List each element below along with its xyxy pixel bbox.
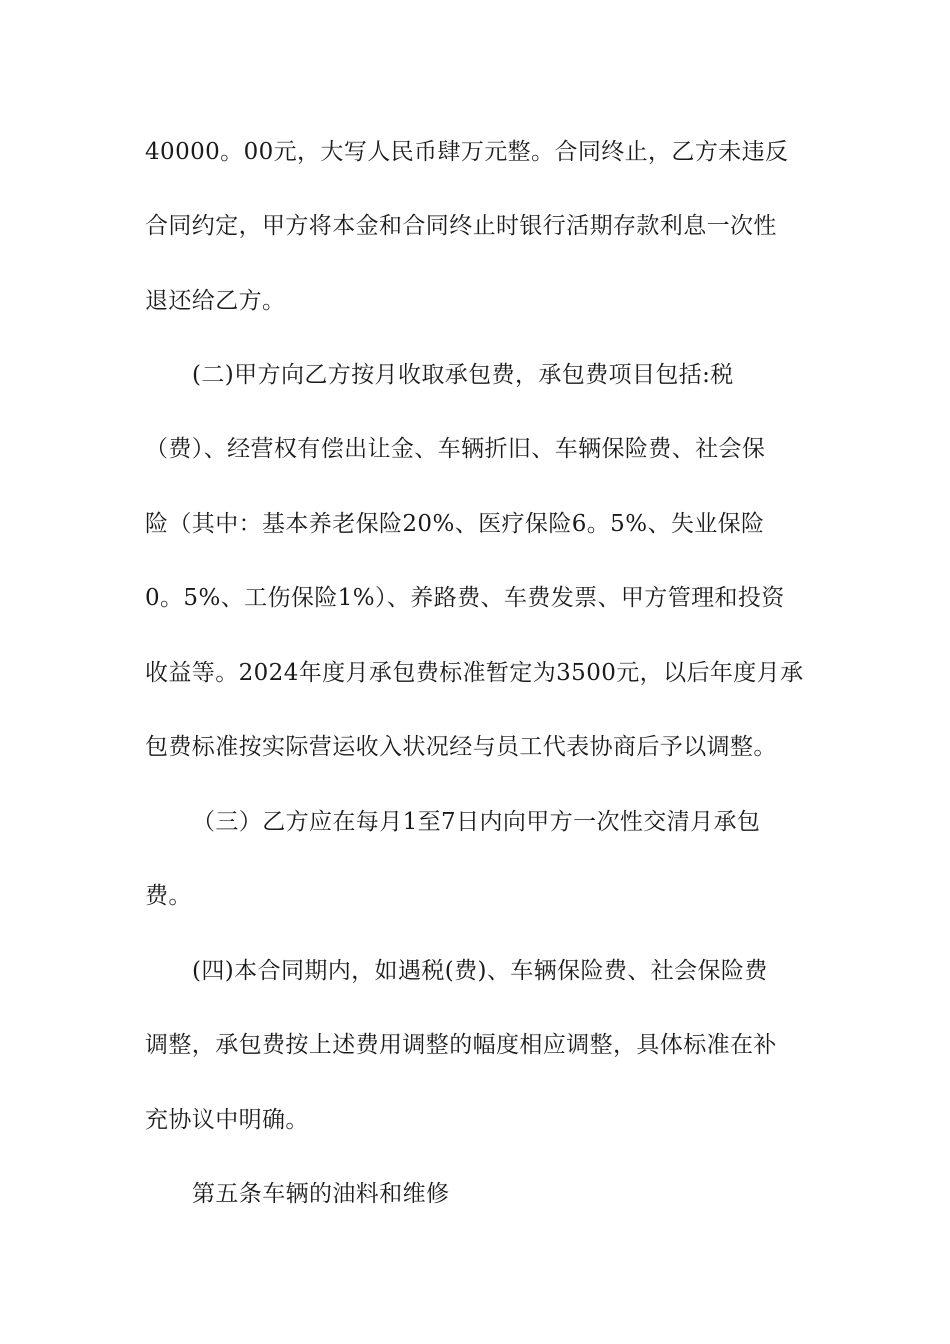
paragraph-2-line-3: 险（其中：基本养老保险20%、医疗保险6。5%、失业保险 [145,511,765,537]
paragraph-1-line-3: 退还给乙方。 [145,288,286,314]
paragraph-4-line-1: (四)本合同期内，如遇税(费)、车辆保险费、社会保险费 [192,958,768,984]
paragraph-2-line-5: 收益等。2024年度月承包费标准暂定为3500元，以后年度月承 [145,660,804,686]
paragraph-3-line-1: （三）乙方应在每月1至7日内向甲方一次性交清月承包 [192,809,761,835]
paragraph-3-line-2: 费。 [145,883,192,909]
paragraph-2-line-2: （费）、经营权有偿出让金、车辆折旧、车辆保险费、社会保 [145,436,766,462]
paragraph-2-line-4: 0。5%、工伤保险1%）、养路费、车费发票、甲方管理和投资 [145,585,785,611]
paragraph-4-line-3: 充协议中明确。 [145,1107,309,1133]
paragraph-2-line-1: (二)甲方向乙方按月收取承包费，承包费项目包括:税 [192,362,734,388]
paragraph-2-line-6: 包费标准按实际营运收入状况经与员工代表协商后予以调整。 [145,734,777,760]
paragraph-1-line-2: 合同约定，甲方将本金和合同终止时银行活期存款利息一次性 [145,213,777,239]
paragraph-4-line-2: 调整，承包费按上述费用调整的幅度相应调整，具体标准在补 [145,1032,777,1058]
article-5-heading: 第五条车辆的油料和维修 [192,1181,450,1207]
paragraph-1-line-1: 40000。00元，大写人民币肆万元整。合同终止，乙方未违反 [145,139,789,165]
